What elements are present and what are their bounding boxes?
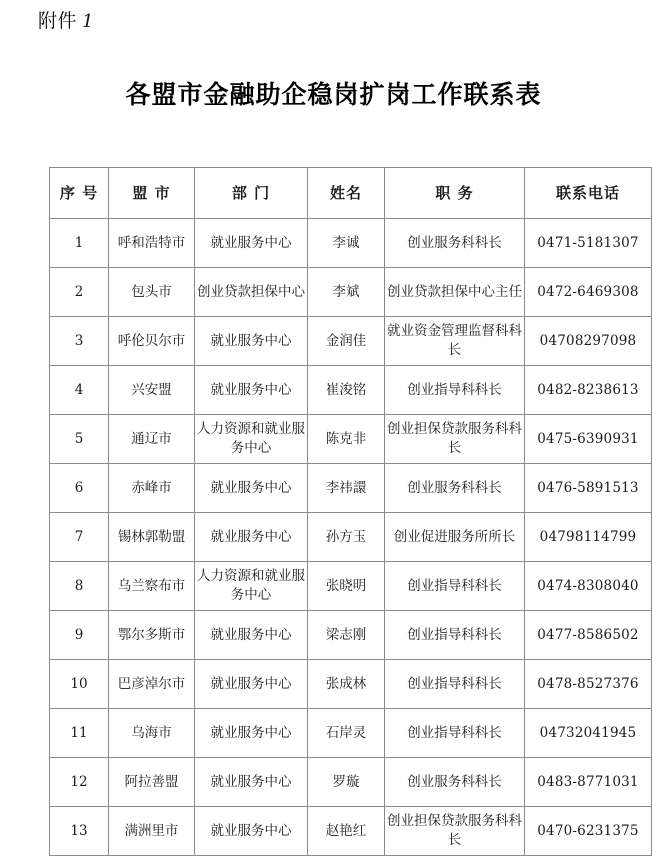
cell-phone: 0471-5181307 [525,219,652,268]
cell-city: 满洲里市 [109,807,195,856]
cell-index: 2 [50,268,109,317]
table-row [50,317,652,366]
contact-table-wrapper [49,167,639,856]
cell-phone: 04798114799 [525,513,652,562]
cell-job-title: 创业服务科科长 [385,758,525,807]
cell-phone: 0474-8308040 [525,562,652,611]
cell-job-title: 创业担保贷款服务科科长 [385,415,525,464]
cell-department: 人力资源和就业服务中心 [195,562,308,611]
table-row [50,611,652,660]
table-row [50,807,652,856]
cell-index: 3 [50,317,109,366]
table-row [50,562,652,611]
cell-name: 李祎譞 [308,464,385,513]
cell-name: 陈克非 [308,415,385,464]
attachment-label [38,8,94,35]
cell-phone: 0477-8586502 [525,611,652,660]
cell-department: 就业服务中心 [195,709,308,758]
cell-city: 赤峰市 [109,464,195,513]
cell-job-title: 创业担保贷款服务科科长 [385,807,525,856]
cell-job-title: 就业资金管理监督科科长 [385,317,525,366]
cell-name: 金润佳 [308,317,385,366]
cell-phone: 0475-6390931 [525,415,652,464]
cell-job-title: 创业指导科科长 [385,660,525,709]
cell-index: 11 [50,709,109,758]
cell-index: 1 [50,219,109,268]
cell-city: 乌兰察布市 [109,562,195,611]
cell-department: 就业服务中心 [195,219,308,268]
cell-department: 就业服务中心 [195,366,308,415]
cell-job-title: 创业贷款担保中心主任 [385,268,525,317]
column-header-phone: 联系电话 [525,168,652,219]
cell-city: 巴彦淖尔市 [109,660,195,709]
cell-city: 乌海市 [109,709,195,758]
cell-index: 6 [50,464,109,513]
page-title: 各盟市金融助企稳岗扩岗工作联系表 [125,80,542,109]
table-row [50,758,652,807]
table-header-row [50,168,652,219]
cell-department: 就业服务中心 [195,758,308,807]
cell-name: 罗璇 [308,758,385,807]
cell-index: 8 [50,562,109,611]
cell-city: 兴安盟 [109,366,195,415]
column-header-index: 序 号 [50,168,109,219]
cell-job-title: 创业服务科科长 [385,219,525,268]
cell-name: 赵艳红 [308,807,385,856]
cell-name: 崔浚铭 [308,366,385,415]
cell-name: 李诚 [308,219,385,268]
cell-department: 就业服务中心 [195,611,308,660]
column-header-job-title: 职 务 [385,168,525,219]
table-row [50,415,652,464]
cell-index: 9 [50,611,109,660]
cell-phone: 04708297098 [525,317,652,366]
table-row [50,219,652,268]
cell-name: 张成林 [308,660,385,709]
cell-department: 就业服务中心 [195,660,308,709]
cell-phone: 04732041945 [525,709,652,758]
cell-department: 人力资源和就业服务中心 [195,415,308,464]
table-row [50,268,652,317]
table-row [50,513,652,562]
column-header-name: 姓名 [308,168,385,219]
cell-job-title: 创业指导科科长 [385,611,525,660]
attachment-label-text: 附件 [38,10,78,32]
cell-city: 呼和浩特市 [109,219,195,268]
attachment-number: 1 [82,11,94,32]
cell-name: 李斌 [308,268,385,317]
cell-department: 创业贷款担保中心 [195,268,308,317]
cell-index: 13 [50,807,109,856]
table-header [50,168,652,219]
table-row [50,366,652,415]
table-body [50,219,652,856]
cell-name: 张晓明 [308,562,385,611]
cell-job-title: 创业服务科科长 [385,464,525,513]
cell-phone: 0482-8238613 [525,366,652,415]
cell-index: 7 [50,513,109,562]
cell-name: 梁志刚 [308,611,385,660]
cell-city: 包头市 [109,268,195,317]
cell-city: 阿拉善盟 [109,758,195,807]
cell-department: 就业服务中心 [195,513,308,562]
cell-phone: 0472-6469308 [525,268,652,317]
cell-index: 4 [50,366,109,415]
cell-city: 锡林郭勒盟 [109,513,195,562]
cell-department: 就业服务中心 [195,317,308,366]
column-header-department: 部 门 [195,168,308,219]
table-row [50,709,652,758]
cell-department: 就业服务中心 [195,464,308,513]
cell-name: 孙方玉 [308,513,385,562]
table-row [50,660,652,709]
cell-job-title: 创业促进服务所所长 [385,513,525,562]
cell-city: 呼伦贝尔市 [109,317,195,366]
cell-phone: 0470-6231375 [525,807,652,856]
cell-department: 就业服务中心 [195,807,308,856]
cell-job-title: 创业指导科科长 [385,562,525,611]
cell-index: 10 [50,660,109,709]
table-row [50,464,652,513]
column-header-city: 盟 市 [109,168,195,219]
cell-name: 石岸灵 [308,709,385,758]
cell-job-title: 创业指导科科长 [385,709,525,758]
cell-city: 通辽市 [109,415,195,464]
cell-index: 12 [50,758,109,807]
cell-job-title: 创业指导科科长 [385,366,525,415]
cell-phone: 0483-8771031 [525,758,652,807]
cell-phone: 0478-8527376 [525,660,652,709]
cell-index: 5 [50,415,109,464]
cell-city: 鄂尔多斯市 [109,611,195,660]
cell-phone: 0476-5891513 [525,464,652,513]
contact-table [49,167,652,856]
